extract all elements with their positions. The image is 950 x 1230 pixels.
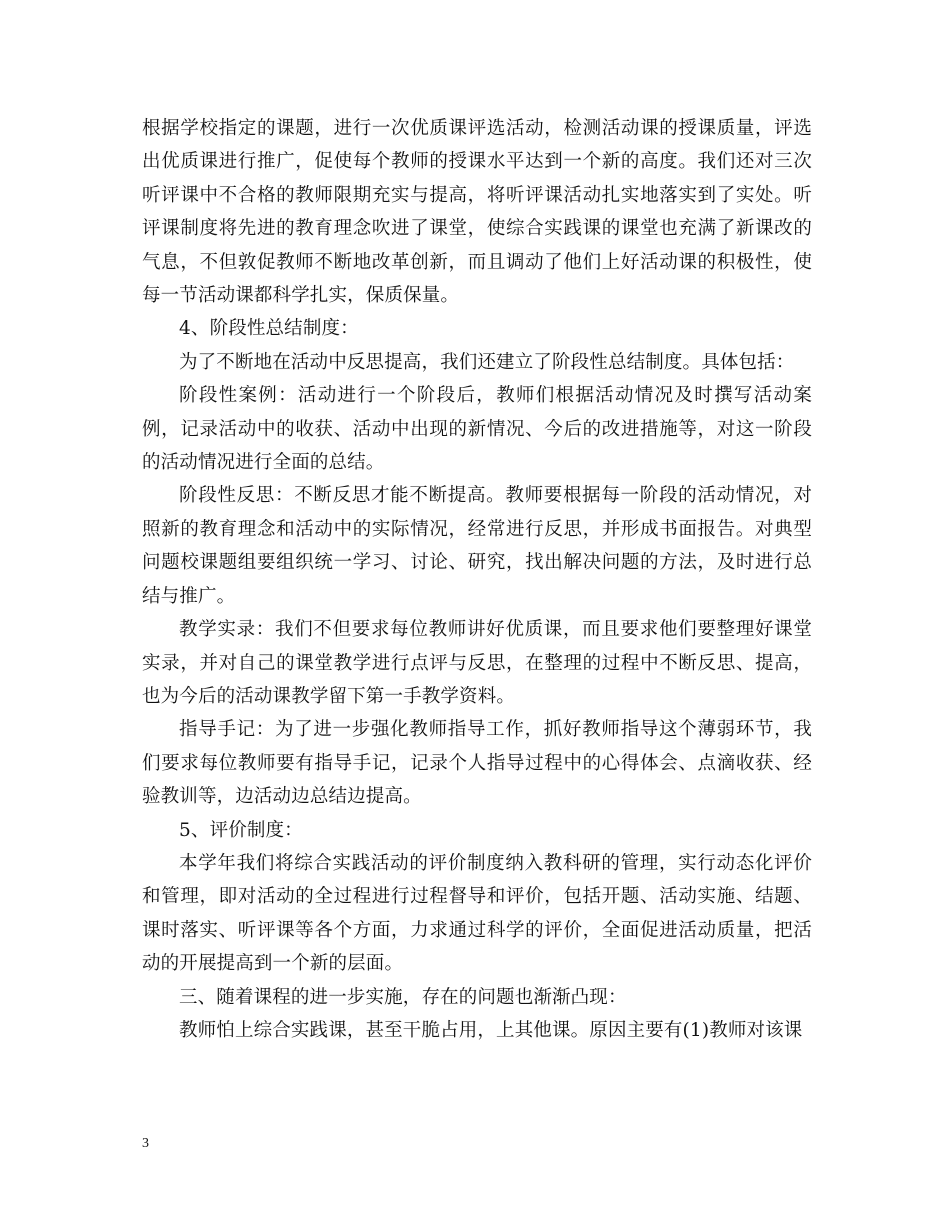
paragraph-stage-reflection: 阶段性反思：不断反思才能不断提高。教师要根据每一阶段的活动情况，对照新的教育理念和活动中的实际情况，经常进行反思，并形成书面报告。对典型问题校课题组要组织统一学习、讨论、研究，找出解决问题的方法，及时进行总结与推广。 [142,485,812,607]
page-number: 3 [142,1136,149,1151]
document-body [142,112,812,1047]
paragraph-evaluation: 本学年我们将综合实践活动的评价制度纳入教科研的管理，实行动态化评价和管理，即对活动的全过程进行过程督导和评价，包括开题、活动实施、结题、课时落实、听评课等各个方面，力求通过科学的评价，全面促进活动质量，把活动的开展提高到一个新的层面。 [142,852,812,975]
paragraph-continuation: 根据学校指定的课题，进行一次优质课评选活动，检测活动课的授课质量，评选出优质课进行推广，促使每个教师的授课水平达到一个新的高度。我们还对三次听评课中不合格的教师限期充实与提高，将听评课活动扎实地落实到了实处。听评课制度将先进的教育理念吹进了课堂，使综合实践课的课堂也充满了新课改的气息，不但敦促教师不断地改革创新，而且调动了他们上好活动课的积极性，使每一节活动课都科学扎实，保质保量。 [142,118,812,307]
heading-evaluation-system: 5、评价制度： [179,819,303,841]
paragraph-problems: 教师怕上综合实践课，甚至干脆占用，上其他课。原因主要有(1)教师对该课 [179,1019,803,1041]
heading-stage-summary-system: 4、阶段性总结制度： [179,318,359,340]
paragraph-stage-cases: 阶段性案例：活动进行一个阶段后，教师们根据活动情况及时撰写活动案例，记录活动中的收获、活动中出现的新情况、今后的改进措施等，对这一阶段的活动情况进行全面的总结。 [142,385,812,474]
paragraph-guidance-notes: 指导手记：为了进一步强化教师指导工作，抓好教师指导这个薄弱环节，我们要求每位教师要有指导手记，记录个人指导过程中的心得体会、点滴收获、经验教训等，边活动边总结边提高。 [142,719,812,808]
paragraph-teaching-records: 教学实录：我们不但要求每位教师讲好优质课，而且要求他们要整理好课堂实录，并对自己的课堂教学进行点评与反思，在整理的过程中不断反思、提高，也为今后的活动课教学留下第一手教学资料。 [142,619,812,707]
paragraph-stage-summary-intro: 为了不断地在活动中反思提高，我们还建立了阶段性总结制度。具体包括： [179,351,795,373]
heading-problems: 三、随着课程的进一步实施，存在的问题也渐渐凸现： [179,986,627,1008]
